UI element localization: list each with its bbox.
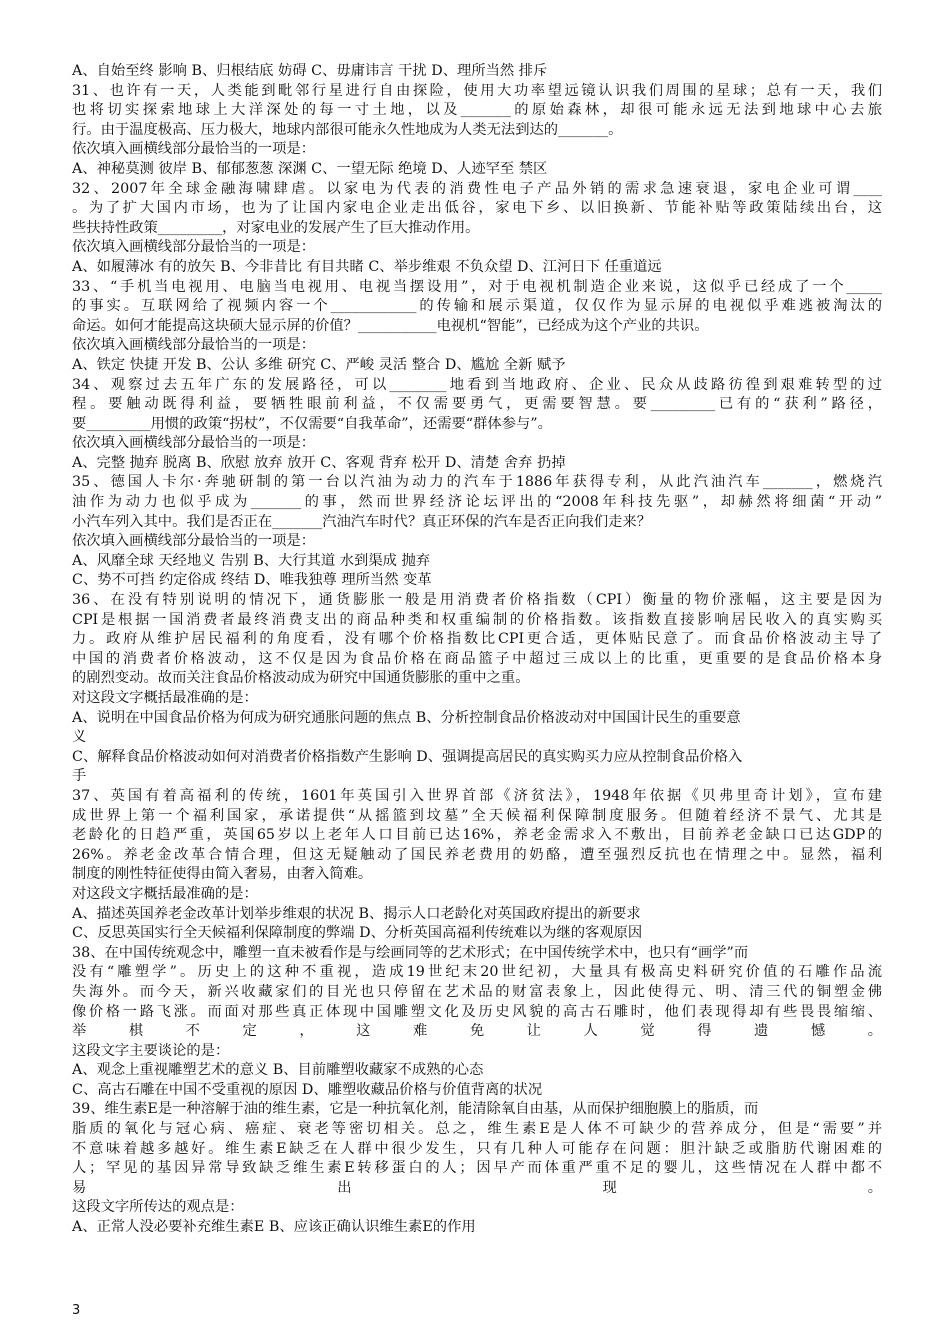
text-line: 依次填入画横线部分最恰当的一项是： <box>72 435 316 452</box>
text-line: 成世界上第一个福利国家，承诺提供“从摇篮到坟墓”全天候福利保障制度服务。但随着经济不景气、尤其是 <box>72 807 882 824</box>
text-line: 脂质的氧化与冠心病、癌症、衰老等密切相关。总之，维生素E是人体不可缺少的营养成分，但是“需要”并 <box>72 1121 882 1138</box>
text-line: 举棋不定，这难免让人觉得遗憾。 <box>72 1023 882 1040</box>
text-line: 26%。养老金改革合情合理，但这无疑触动了国民养老费用的奶酪，遭至强烈反抗也在情理之中。显然，福利 <box>72 846 882 863</box>
page-number: 3 <box>72 1303 81 1318</box>
text-line: 像价格一路飞涨。而面对那些真正体现中国雕塑文化及历史风貌的高古石雕时，他们表现得却有些畏畏缩缩、 <box>72 1003 882 1020</box>
text-line: 的事实。互联网给了视频内容一个____________的传输和展示渠道，仅仅作为显示屏的电视似乎难逃被淘汰的 <box>72 298 882 315</box>
text-line: 31、也许有一天，人类能到毗邻行星进行自由探险，使用大功率望远镜认识我们周围的星球；总有一天，我们 <box>72 82 882 99</box>
text-line: 37、英国有着高福利的传统，1601年英国引入世界首部《济贫法》，1948年依据《贝弗里奇计划》，宣布建 <box>72 787 882 804</box>
text-line: 制度的刚性特征使得由简入奢易，由奢入简难。 <box>72 866 373 883</box>
text-line: 39、维生素E是一种溶解于油的维生素，它是一种抗氧化剂，能清除氧自由基，从而保护细胞膜上的脂质，而 <box>72 1101 759 1118</box>
text-line: 小汽车列入其中。我们是否正在_______汽油汽车时代？真正环保的汽车是否正向我们走来？ <box>72 513 652 530</box>
text-line: CPI是根据一国消费者最终消费支出的商品种类和权重编制的价格指数。该指数直接影响居民收入的真实购买 <box>72 611 882 628</box>
text-line: C、势不可挡 约定俗成 终结 D、唯我独尊 理所当然 变革 <box>72 572 432 589</box>
text-line: A、说明在中国食品价格为何成为研究通胀问题的焦点 B、分析控制食品价格波动对中国国计民生的重要意 <box>72 709 741 726</box>
text-line: C、高古石雕在中国不受重视的原因 D、雕塑收藏品价格与价值背离的状况 <box>72 1081 543 1098</box>
text-line: 些扶持性政策_________，对家电业的发展产生了巨大推动作用。 <box>72 219 480 236</box>
text-line: 依次填入画横线部分最恰当的一项是： <box>72 239 316 256</box>
text-line: 易出现。 <box>72 1179 882 1196</box>
text-line: A、完整 抛弃 脱离 B、欣慰 放弃 放开 C、客观 背弃 松开 D、清楚 舍弃 扔掉 <box>72 454 566 471</box>
text-line: 也将切实探索地球上大洋深处的每一寸土地，以及_______的原始森林，却很可能永远无法到地球中心去旅 <box>72 102 882 119</box>
text-line: C、反思英国实行全天候福利保障制度的弊端 D、分析英国高福利传统难以为继的客观原因 <box>72 925 643 942</box>
text-line: 对这段文字概括最准确的是： <box>72 885 258 902</box>
text-line: A、如履薄冰 有的放矢 B、今非昔比 有目共睹 C、举步维艰 不负众望 D、江河日下 任重道远 <box>72 258 662 275</box>
text-line: 36、在没有特别说明的情况下，通货膨胀一般是用消费者价格指数（CPI）衡量的物价涨幅，这主要是因为 <box>72 592 882 609</box>
text-line: A、正常人没必要补充维生素E B、应该正确认识维生素E的作用 <box>72 1219 476 1236</box>
text-line: 32、2007年全球金融海啸肆虐。以家电为代表的消费性电子产品外销的需求急速衰退，家电企业可谓____ <box>72 180 882 197</box>
text-line: 35、德国人卡尔·奔驰研制的第一台以汽油为动力的汽车于1886年获得专利，从此汽油汽车_______，燃烧汽 <box>72 474 882 491</box>
text-line: A、神秘莫测 彼岸 B、郁郁葱葱 深渊 C、一望无际 绝境 D、人迹罕至 禁区 <box>72 160 548 177</box>
text-line: 行。由于温度极高、压力极大，地球内部很可能永久性地成为人类无法到达的_______。 <box>72 121 623 138</box>
text-line: 38、在中国传统观念中，雕塑一直未被看作是与绘画同等的艺术形式；在中国传统学术中，也只有“画学”而 <box>72 944 749 961</box>
text-line: 依次填入画横线部分最恰当的一项是： <box>72 533 316 550</box>
text-line: 失海外。而今天，新兴收藏家们的目光也只停留在艺术品的财富表象上，因此使得元、明、清三代的铜塑金佛 <box>72 983 882 1000</box>
text-line: 人；罕见的基因异常导致缺乏维生素E转移蛋白的人；因早产而体重严重不足的婴儿，这些情况在人群中都不 <box>72 1160 882 1177</box>
document-body <box>72 62 882 1238</box>
text-line: 程。要触动既得利益，要牺牲眼前利益，不仅需要勇气，更需要智慧。要_________已有的“获利”路径， <box>72 396 882 413</box>
text-line: 依次填入画横线部分最恰当的一项是： <box>72 141 316 158</box>
text-line: 中国的消费者价格波动，这不仅是因为食品价格在商品篮子中超过三成以上的比重，更重要的是食品价格本身 <box>72 650 882 667</box>
text-line: 不意味着越多越好。维生素E缺乏在人群中很少发生，只有几种人可能存在问题：胆汁缺乏或脂肪代谢困难的 <box>72 1140 882 1157</box>
text-line: 力。政府从维护居民福利的角度看，没有哪个价格指数比CPI更合适，更体贴民意了。而食品价格波动主导了 <box>72 631 882 648</box>
text-line: 没有“雕塑学”。历史上的这种不重视，造成19世纪末20世纪初，大量具有极高史料研究价值的石雕作品流 <box>72 964 882 981</box>
text-line: 34、观察过去五年广东的发展路径，可以________地看到当地政府、企业、民众从歧路彷徨到艰难转型的过 <box>72 376 882 393</box>
text-line: 命运。如何才能提高这块硕大显示屏的价值？___________电视机“智能”，已经成为这个产业的共识。 <box>72 317 709 334</box>
text-line: A、铁定 快捷 开发 B、公认 多维 研究 C、严峻 灵活 整合 D、尴尬 全新 赋予 <box>72 356 566 373</box>
text-line: 手 <box>72 768 87 785</box>
text-line: A、自始至终 影响 B、归根结底 妨碍 C、毋庸讳言 干扰 D、理所当然 排斥 <box>72 63 548 79</box>
text-line: 要_________用惯的政策“拐杖”，不仅需要“自我革命”，还需要“群体参与”。 <box>72 415 552 432</box>
text-line: 33、“手机当电视用、电脑当电视用、电视当摆设用”，对于电视机制造企业来说，这似乎已经成了一个_____ <box>72 278 882 295</box>
text-line: A、观念上重视雕塑艺术的意义 B、目前雕塑收藏家不成熟的心态 <box>72 1062 484 1079</box>
text-line: 。为了扩大国内市场，也为了让国内家电企业走出低谷，家电下乡、以旧换新、节能补贴等政策陆续出台，这 <box>72 200 882 217</box>
text-line: 的剧烈变动。故而关注食品价格波动成为研究中国通货膨胀的重中之重。 <box>72 670 530 687</box>
text-line: 油作为动力也似乎成为_______的事，然而世界经济论坛评出的“2008年科技先驱”，却赫然将细菌“开动” <box>72 494 882 511</box>
text-line: 对这段文字概括最准确的是： <box>72 690 258 706</box>
text-line: 依次填入画横线部分最恰当的一项是： <box>72 337 316 354</box>
text-line: 这段文字主要谈论的是： <box>72 1042 230 1059</box>
text-line: 这段文字所传达的观点是： <box>72 1199 244 1216</box>
text-line: A、描述英国养老金改革计划举步维艰的状况 B、揭示人口老龄化对英国政府提出的新要求 <box>72 905 641 922</box>
text-line: C、解释食品价格波动如何对消费者价格指数产生影响 D、强调提高居民的真实购买力应从控制食品价格入 <box>72 748 743 765</box>
text-line: A、风靡全球 天经地义 告别 B、大行其道 水到渠成 抛弃 <box>72 552 431 569</box>
text-line: 义 <box>72 729 87 746</box>
text-line: 老龄化的日趋严重，英国65岁以上老年人口目前已达16%，养老金需求入不敷出，目前养老金缺口已达GDP的 <box>72 827 882 844</box>
